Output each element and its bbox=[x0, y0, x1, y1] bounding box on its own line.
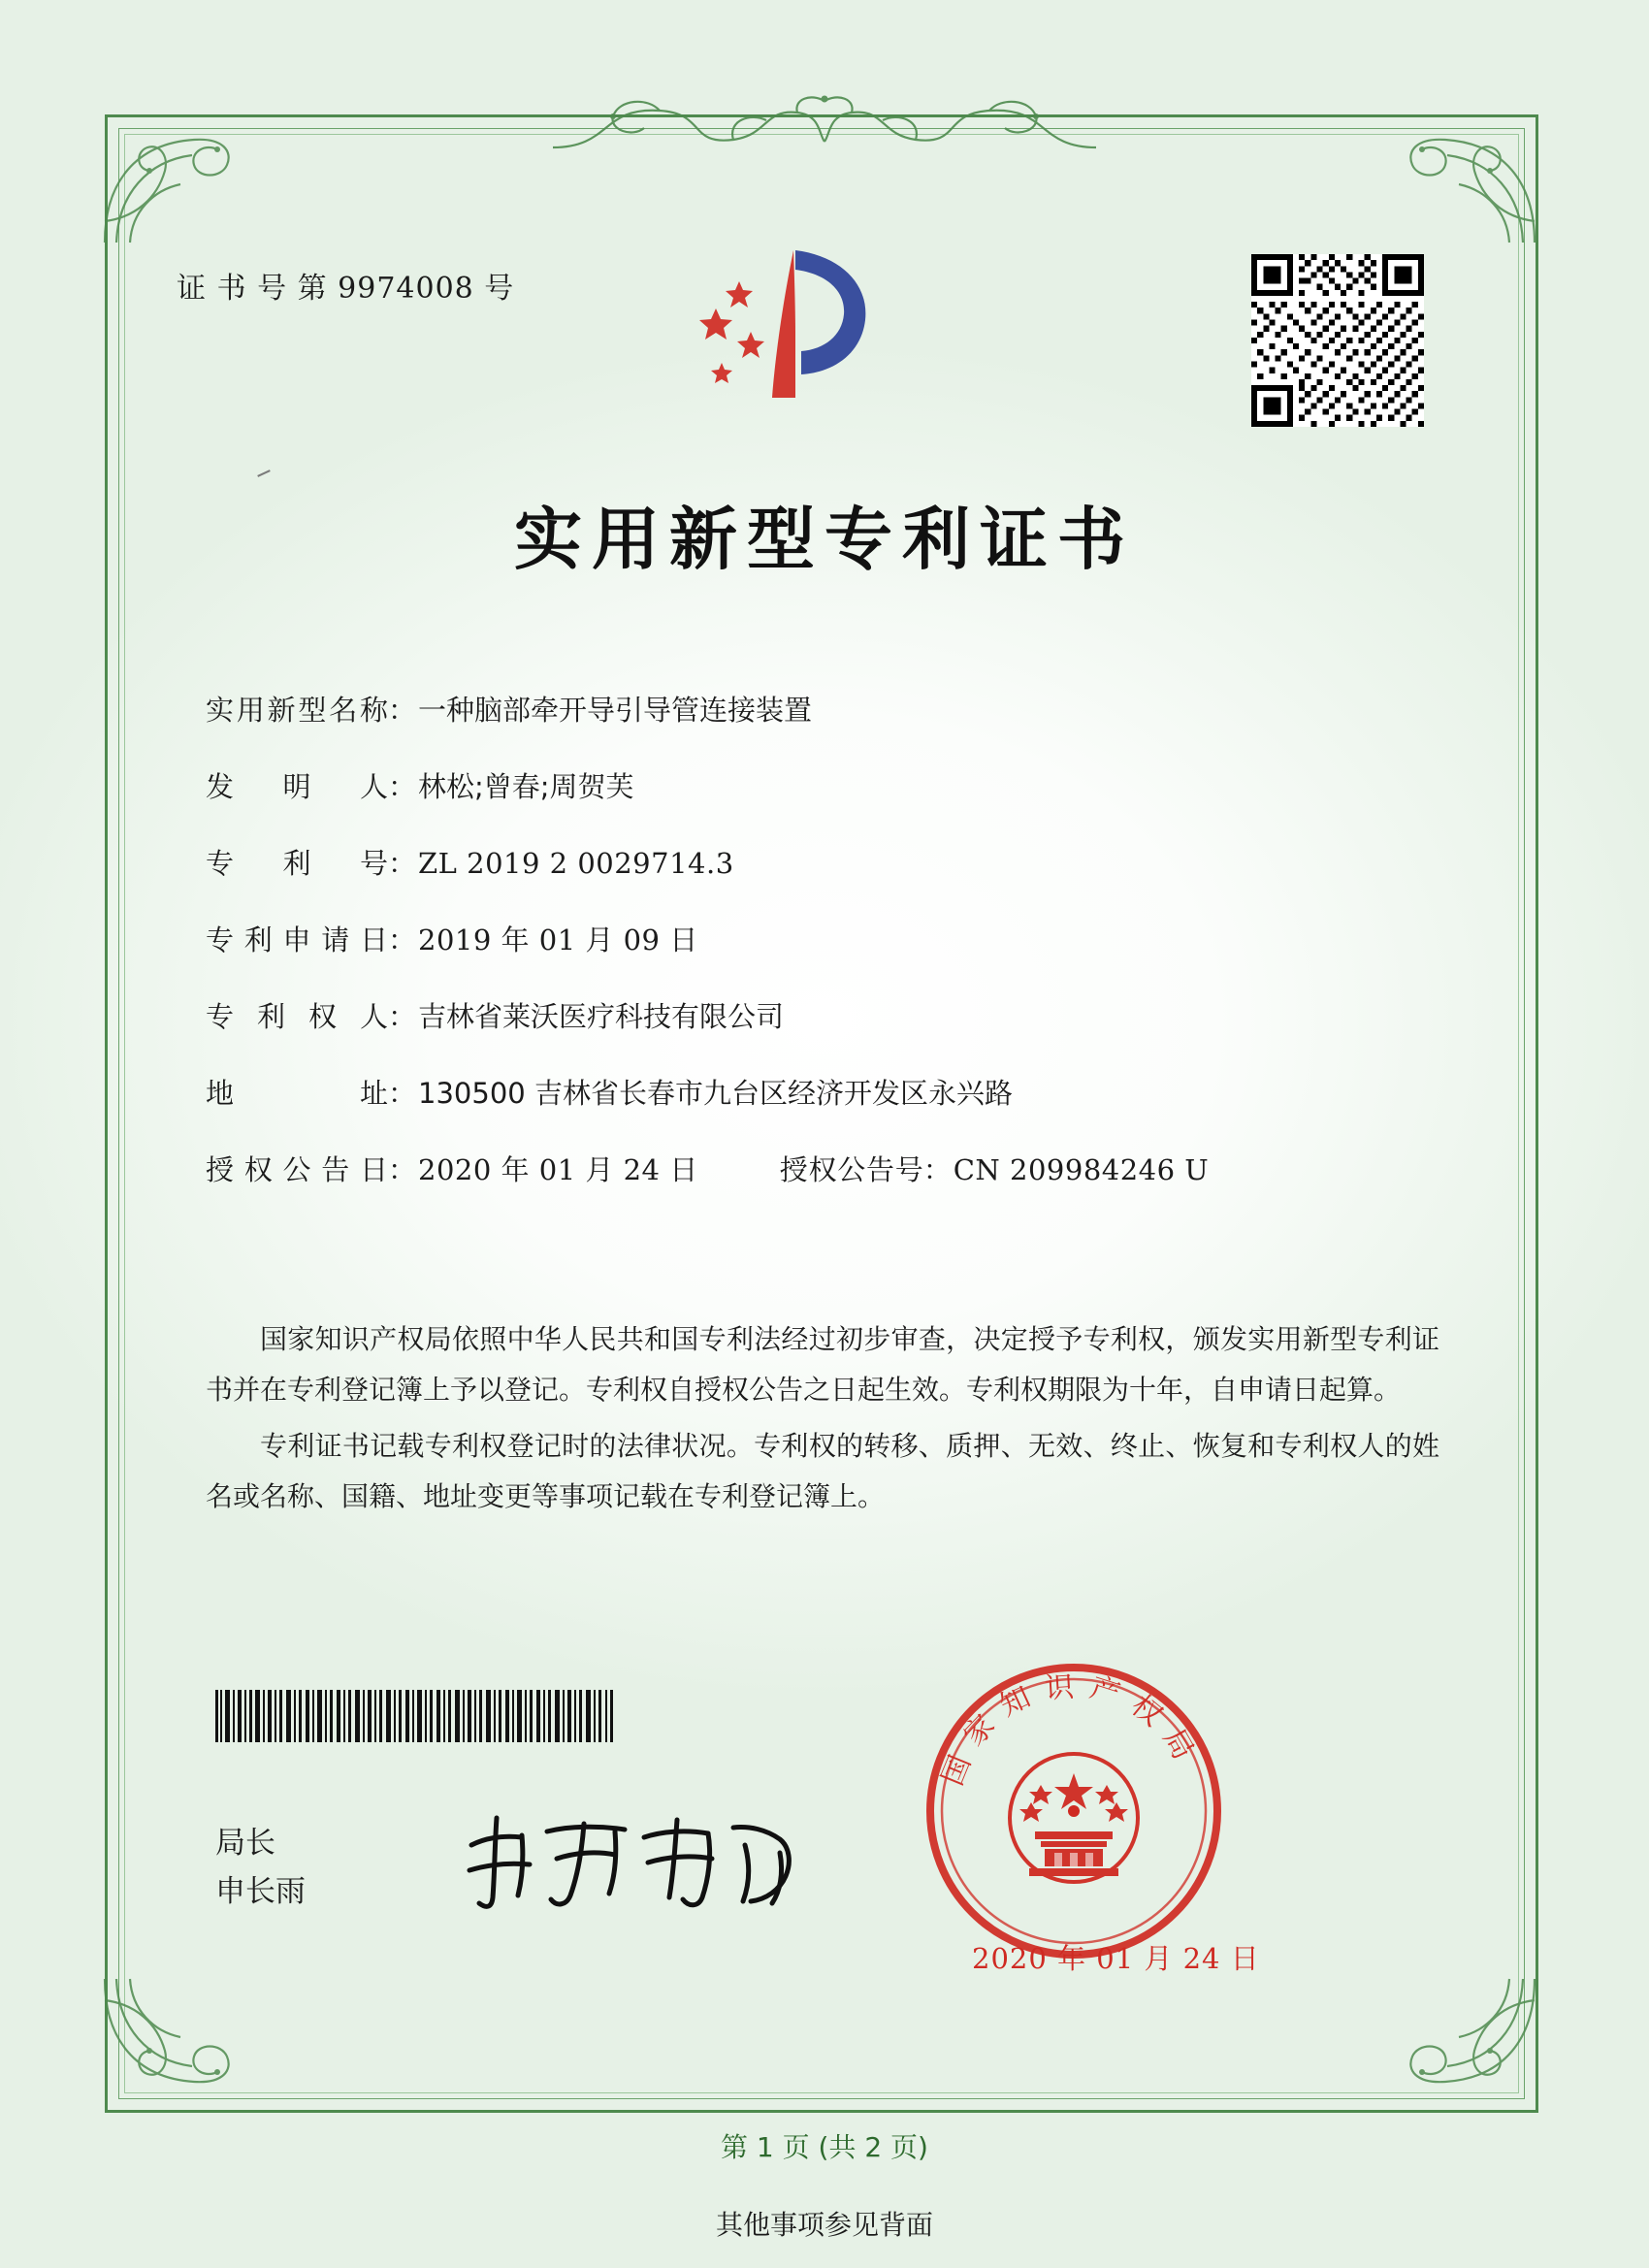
field-label: 地址 bbox=[206, 1077, 388, 1110]
legal-paragraph-1: 国家知识产权局依照中华人民共和国专利法经过初步审查，决定授予专利权，颁发实用新型专利证书并在专利登记簿上予以登记。专利权自授权公告之日起生效。专利权期限为十年，自申请日起算。 bbox=[206, 1323, 1439, 1406]
field-value: ZL 2019 2 0029714.3 bbox=[418, 847, 734, 880]
field-value: 吉林省莱沃医疗科技有限公司 bbox=[418, 1000, 785, 1033]
field-grant-row bbox=[206, 1149, 1428, 1188]
field-patent-number bbox=[206, 842, 1428, 882]
field-value: 一种脑部牵开导引导管连接装置 bbox=[418, 694, 813, 727]
corner-ornament-bottom-right bbox=[1397, 1971, 1542, 2117]
field-colon: ： bbox=[388, 925, 417, 956]
svg-text:国家知识产权局: 国家知识产权局 bbox=[935, 1669, 1208, 1791]
field-address bbox=[206, 1072, 1428, 1112]
field-patentee bbox=[206, 995, 1428, 1035]
field-colon: ： bbox=[388, 1079, 417, 1110]
certificate-number: 证 书 号 第 9974008 号 bbox=[177, 272, 515, 306]
legal-text-block bbox=[206, 1314, 1439, 1528]
corner-ornament-top-right bbox=[1397, 105, 1542, 250]
field-label: 实用新型名称 bbox=[206, 694, 388, 727]
fields-block bbox=[206, 689, 1428, 1225]
field-value: 2019 年 01 月 09 日 bbox=[418, 923, 698, 956]
corner-ornament-top-left bbox=[97, 105, 242, 250]
back-side-note: 其他事项参见背面 bbox=[715, 2209, 933, 2241]
seal-date: 2020 年 01 月 24 日 bbox=[972, 1942, 1260, 1975]
corner-ornament-bottom-left bbox=[97, 1971, 242, 2117]
page-title: 实用新型专利证书 bbox=[514, 500, 1135, 579]
signature-block bbox=[215, 1819, 306, 1916]
cnipa-logo-icon bbox=[679, 243, 902, 412]
grant-number-colon: ： bbox=[922, 1155, 952, 1186]
grant-number-label: 授权公告号 bbox=[779, 1153, 923, 1186]
field-label: 专利号 bbox=[206, 847, 388, 880]
field-label: 专利申请日 bbox=[206, 923, 388, 956]
field-application-date bbox=[206, 919, 1428, 958]
grant-date-colon: ： bbox=[388, 1155, 417, 1186]
field-utility-model-name bbox=[206, 689, 1428, 729]
field-value: 130500 吉林省长春市九台区经济开发区永兴路 bbox=[418, 1077, 1013, 1110]
official-seal-icon bbox=[923, 1661, 1224, 1961]
field-colon: ： bbox=[388, 1002, 417, 1033]
field-inventors bbox=[206, 765, 1428, 805]
legal-paragraph-2: 专利证书记载专利权登记时的法律状况。专利权的转移、质押、无效、终止、恢复和专利权人的姓名或名称、国籍、地址变更等事项记载在专利登记簿上。 bbox=[206, 1430, 1439, 1512]
field-colon: ： bbox=[388, 849, 417, 880]
signature-title: 局长 bbox=[215, 1826, 275, 1861]
grant-number-value: CN 209984246 U bbox=[953, 1153, 1210, 1186]
field-label: 专利权人 bbox=[206, 1000, 388, 1033]
signature-name: 申长雨 bbox=[215, 1874, 306, 1909]
handwritten-signature-icon bbox=[454, 1802, 813, 1919]
page-indicator: 第 1 页 (共 2 页) bbox=[721, 2131, 928, 2163]
field-colon: ： bbox=[388, 772, 417, 803]
field-value: 林松;曾春;周贺芙 bbox=[418, 770, 634, 803]
qr-code-icon bbox=[1251, 254, 1424, 427]
top-flourish-ornament bbox=[543, 87, 1106, 165]
grant-date-label: 授权公告日 bbox=[206, 1153, 388, 1186]
grant-date-value: 2020 年 01 月 24 日 bbox=[418, 1153, 698, 1186]
field-colon: ： bbox=[388, 696, 417, 727]
barcode bbox=[215, 1690, 615, 1742]
field-label: 发明人 bbox=[206, 770, 388, 803]
